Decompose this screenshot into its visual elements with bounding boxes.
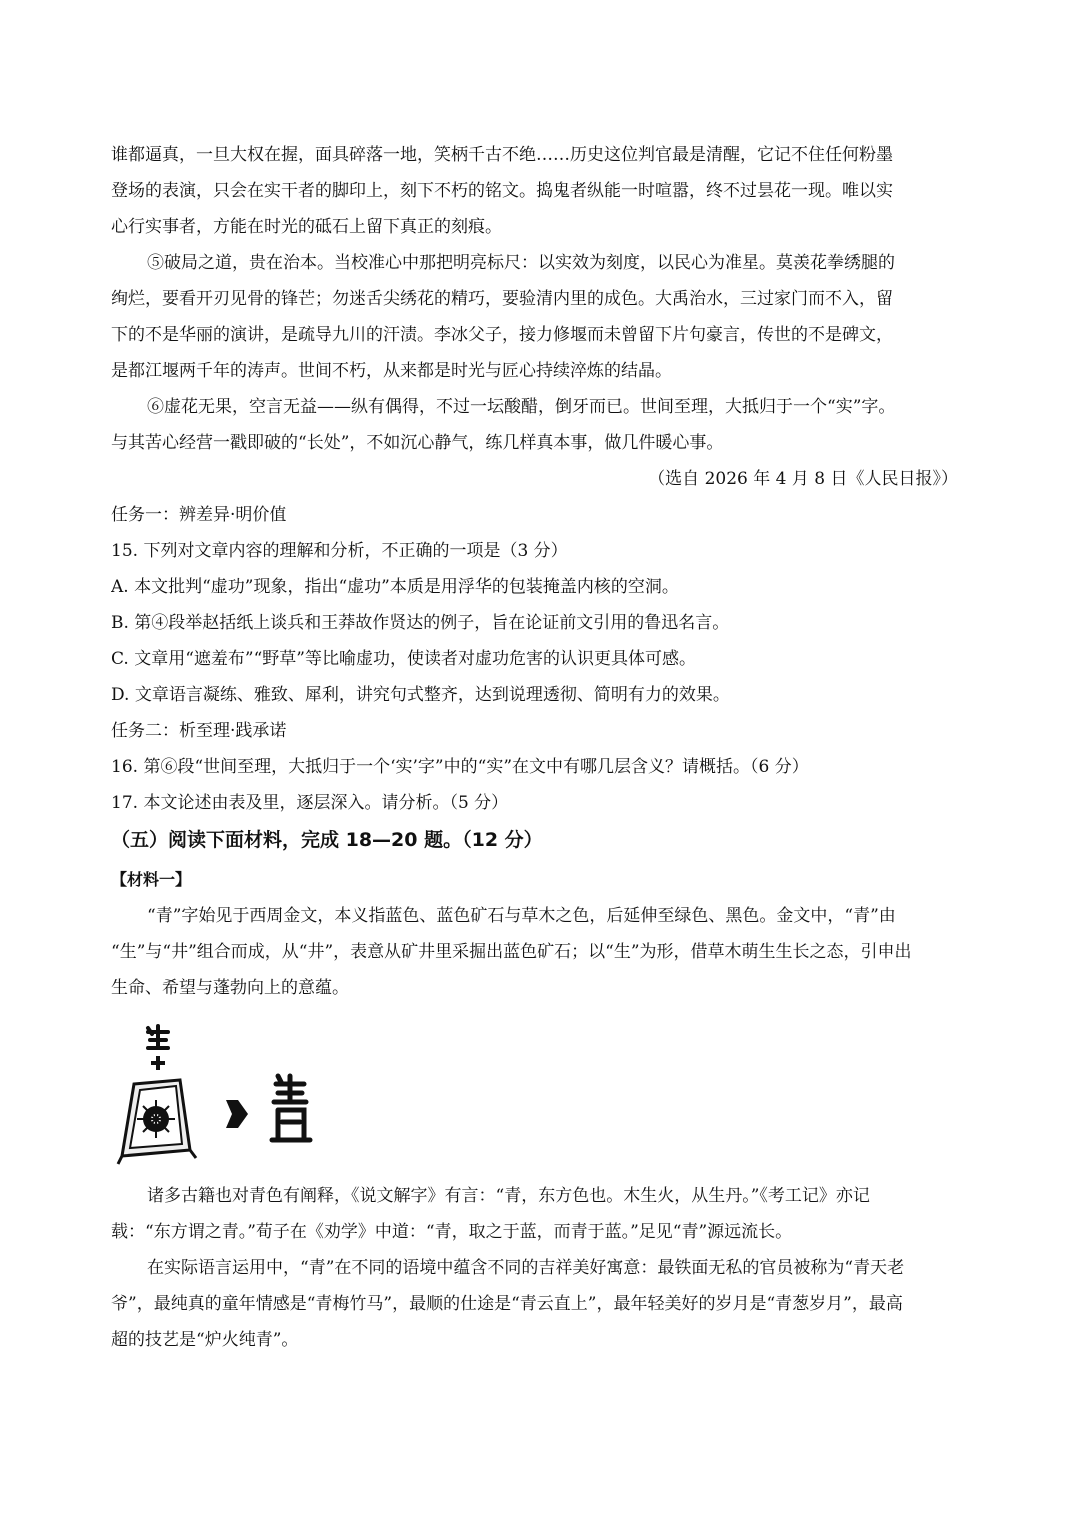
source-citation: （选自 2026 年 4 月 8 日《人民日报》）: [648, 469, 958, 489]
material-one-line: 生命、希望与蓬勃向上的意蕴。: [111, 978, 349, 998]
option-c: C. 文章用“遮羞布”“野草”等比喻虚功，使读者对虚功危害的认识更具体可感。: [111, 649, 696, 669]
paragraph-5-line: ⑤破局之道，贵在治本。当校准心中那把明亮标尺：以实效为刻度，以民心为准星。莫羡花拳绣腿的: [147, 253, 895, 273]
paragraph-line: 心行实事者，方能在时光的砥石上留下真正的刻痕。: [111, 217, 502, 237]
sheng-glyph-icon: [148, 1026, 168, 1048]
question-16: 16. 第⑥段“世间至理，大抵归于一个‘实’字”中的“实”在文中有哪几层含义？请概括。（6 分）: [111, 757, 809, 777]
plus-icon: [151, 1056, 165, 1070]
material-one-line: 载：“东方谓之青。”荀子在《劝学》中道：“青，取之于蓝，而青于蓝。”足见“青”源远流长。: [111, 1222, 793, 1242]
section-five-heading: （五）阅读下面材料，完成 18—20 题。（12 分）: [111, 829, 543, 851]
paragraph-5-line: 绚烂，要看开刃见骨的锋芒；勿迷舌尖绣花的精巧，要验清内里的成色。大禹治水，三过家门而不入，留: [111, 289, 893, 309]
paragraph-line: 谁都逼真，一旦大权在握，面具碎落一地，笑柄千古不绝……历史这位判官最是清醒，它记不住任何粉墨: [111, 145, 893, 165]
paragraph-6-line: 与其苦心经营一戳即破的“长处”，不如沉心静气，练几样真本事，做几件暖心事。: [111, 433, 724, 453]
task-one-title: 任务一：辨差异·明价值: [111, 505, 287, 525]
qing-glyph-icon: [272, 1076, 310, 1140]
material-one-line: 超的技艺是“炉火纯青”。: [111, 1330, 299, 1350]
material-one-line: “生”与“井”组合而成，从“井”，表意从矿井里采掘出蓝色矿石；以“生”为形，借草木萌生生长之态，引申出: [111, 942, 912, 962]
question-17: 17. 本文论述由表及里，逐层深入。请分析。（5 分）: [111, 793, 509, 813]
question-15: 15. 下列对文章内容的理解和分析，不正确的一项是（3 分）: [111, 541, 568, 561]
paragraph-5-line: 下的不是华丽的演讲，是疏导九川的汗渍。李冰父子，接力修堰而未曾留下片句豪言，传世的不是碑文，: [111, 325, 893, 345]
material-one-line: “青”字始见于西周金文，本义指蓝色、蓝色矿石与草木之色，后延伸至绿色、黑色。金文中，“青”由: [147, 906, 896, 926]
option-d: D. 文章语言凝练、雅致、犀利，讲究句式整齐，达到说理透彻、简明有力的效果。: [111, 685, 730, 705]
option-a: A. 本文批判“虚功”现象，指出“虚功”本质是用浮华的包装掩盖内核的空洞。: [111, 577, 679, 597]
paragraph-line: 登场的表演，只会在实干者的脚印上，刻下不朽的铭文。捣鬼者纵能一时喧嚣，终不过昙花一现。唯以实: [111, 181, 893, 201]
option-b: B. 第④段举赵括纸上谈兵和王莽故作贤达的例子，旨在论证前文引用的鲁迅名言。: [111, 613, 730, 633]
material-one-line: 诸多古籍也对青色有阐释，《说文解字》有言：“青，东方色也。木生火，从生丹。”《考工记》亦记: [147, 1186, 870, 1206]
arrow-right-icon: [226, 1100, 248, 1128]
well-frame-icon: [118, 1080, 196, 1164]
bronze-script-qing-figure: [112, 1018, 332, 1168]
paragraph-5-line: 是都江堰两千年的涛声。世间不朽，从来都是时光与匠心持续淬炼的结晶。: [111, 361, 672, 381]
material-one-line: 爷”，最纯真的童年情感是“青梅竹马”，最顺的仕途是“青云直上”，最年轻美好的岁月是“青葱岁月”，最高: [111, 1294, 903, 1314]
material-one-title: 【材料一】: [111, 870, 192, 889]
material-one-line: 在实际语言运用中，“青”在不同的语境中蕴含不同的吉祥美好寓意：最铁面无私的官员被称为“青天老: [147, 1258, 905, 1278]
paragraph-6-line: ⑥虚花无果，空言无益——纵有偶得，不过一坛酸醋，倒牙而已。世间至理，大抵归于一个“实”字。: [147, 397, 896, 417]
task-two-title: 任务二：析至理·践承诺: [111, 721, 287, 741]
